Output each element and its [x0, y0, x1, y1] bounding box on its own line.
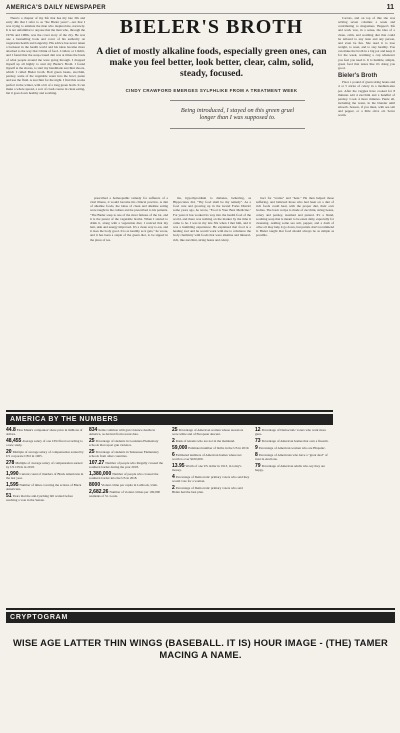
fact-text: Number of people who illegally crossed the southern border during the year 2018. [89, 460, 163, 470]
fact-number: 20 [6, 448, 12, 455]
article-column-1 [6, 16, 85, 406]
facts-column [255, 428, 333, 505]
america-by-numbers-box [6, 410, 333, 606]
fact-text: Number of people who crossed the southern border into the US in 2018. [89, 471, 159, 481]
fact-number: 25 [89, 448, 95, 455]
fact-text: Items common with gun violence deaths in America, as derived from recent data. [89, 428, 156, 437]
fact-text: Percentage of Democratic voters who want more guns. [255, 428, 327, 437]
fact-item [172, 453, 250, 461]
fact-item [89, 490, 167, 498]
fact-item [6, 439, 84, 447]
fact-item [6, 461, 84, 469]
fact-text: Percentage of students in Louisiana Elementary schools that report gun violence. [89, 438, 159, 448]
fact-number: 59,000 [172, 444, 188, 451]
fact-text: Estimated number of births in the US in 2019. [188, 445, 250, 450]
article-headline: BIELER'S BROTH [119, 16, 304, 38]
fact-item [89, 472, 167, 480]
fact-item [172, 446, 250, 450]
fact-item [172, 464, 250, 472]
section-title: AMERICA'S DAILY NEWSPAPER [6, 4, 106, 11]
fact-text: Multiple of average salary of compensation earned by US CEOs in 2018. [6, 460, 83, 470]
fact-number: 12 [255, 427, 261, 433]
fact-item [89, 450, 167, 458]
fact-number: 9 [255, 444, 258, 451]
fact-text: Number of violent crimes per 100,000 residents of St. Louis. [89, 489, 161, 498]
fact-item [89, 439, 167, 447]
cryptogram-box [6, 608, 395, 729]
fact-number: 25 [89, 437, 95, 444]
article-text: ms, hypothyroidism to diabetes, believing, as Hippocrates did, "Thy food shall be thy remedy". As a food cure and growing up in the Grand Forks District some years ago, he wrote, "Food is Your Best Medicine." For years it has worked its way into the health food of the world, and there was nothing on the market by the time it came to be. I was in my late 30s when I met him, and it was a humbling experience. He explained that food is a healing tool and he would work with me to rebalance the body chemistry with foods that were alkaline and mineral-rich, like zucchini, string beans and celery. [173, 196, 251, 242]
fact-item [172, 428, 250, 436]
fact-text: Years that the anti-lynching bill waited before reaching a vote in the Senate. [6, 493, 74, 502]
fact-number: 2,682.26 [89, 488, 109, 495]
fact-item [6, 494, 84, 502]
fact-text: Worth of one US dollar in 1913, in today's money. [172, 463, 242, 472]
article-deck: A diet of mostly alkaline foods, especially green ones, can make you feel better, look better, clear, calm, solid, steady, focused. [96, 47, 327, 79]
fact-number: 51 [6, 492, 12, 499]
fact-number: 2 [172, 484, 175, 491]
fact-item [89, 428, 167, 436]
fact-item [6, 483, 84, 491]
article-text: Carrots, and on top of this she was writing seven columns a week and contributing to magazines. Hepper's life and work was, in a sense, the idea of a clean, calm, and soothing diet that could be tailored to any taste and any person, and even be fun. She used it to lose weight, to reset, and to stay healthy. You can make the broth in a big pot and keep it for the week, warming a cup whenever you feel you need it. It is humble, simple, green food that tastes like it's doing you good. [338, 16, 395, 70]
page-number: 11 [386, 4, 394, 11]
article-column-2 [90, 196, 168, 406]
fact-text: Percentage of American homes that own a firearm. [261, 438, 329, 443]
article-byline: CINDY CRAWFORD EMERGES SYLPHLIKE FROM A TREATMENT WEEK [125, 88, 298, 93]
article-text: prescribed a homeopathic remedy for sufferers of a viral illness, it would become his clinical practice. A diet of alkaline foods, the ideas of clean and alkaline eating were taught in the culture and he prescribed to his patients. "The Bieler soup is one of the most famous of the lot, and it is the purest of the vegetable broths. When I started to drink it, along with a vegetarian diet, I noticed that my hair, skin and energy improved. It's a clean way to eat, and it does the body good. It is as healthy as it gets," he wrote, and it has been a staple of the green diet, to be sipped in the place of tea. [90, 196, 168, 242]
fact-text: Number of times covering the actions of Black Americans. [6, 482, 82, 492]
article-column-4 [256, 196, 334, 406]
fact-text: Percentage of American women whose ancestors were white and of European descent. [172, 428, 244, 437]
facts-column [172, 428, 250, 505]
cryptogram-title: CRYPTOGRAM [6, 612, 395, 623]
fact-item [6, 472, 84, 480]
fact-item [172, 475, 250, 483]
page-header [6, 2, 394, 14]
article-text: tract for "toxins" and "heat." He then helped those suffering, and believed those who had been on a diet of rich foods could heal, with the proper diet, their own bodies. The basic recipe is made of zucchini, string beans, celery and parsley, steamed and puréed. It's a bland, soothing soup that is meant to be eaten daily, especially for cleansing. Adding some sea salt, pepper, and a dash of olive oil may help it go down, but purists don't recommend it. Bieler taught that food should always be as simple as possible. [256, 196, 334, 238]
fact-item [172, 486, 250, 494]
article-headline-block [90, 16, 333, 93]
article-text: There's a chapter of my life that has my late 30s and early 40s that I refer to as "the Bieler years"—not that I was trying to emulate the man who inspired me, narrowly. It is not unfamiliar to anyone that the man who, through the 1970s and 1980s, was the cover story of the city. He was one a bestselling book and cover of his authority on vegetarian health and longevity. His advice has never taken a backseat in the health world and his ideas became more attached to the way that I think of food. I called, or I didn't, and I found that the soup-crazed diet was at times the basis of what people around me were going through. I dropped myself up all highly to start my Bieler's Broth. I found myself at the shores, to start my handmade zucchini shoots, which I called Bieler broth. Boil green beans, zucchini, parsley, some of the vegetable water into the bowl, purée and use the fluid. A zucchini for the night. I find this works perfect in the winter, with a bit of a long green broth. It can make a whole spread, a sort of crash course in clean eating, but it goes down healthy and soothing. [6, 16, 85, 95]
fact-number: 4 [172, 473, 175, 480]
fact-item [255, 428, 333, 436]
cryptogram-puzzle: WISE AGE LATTER THIN WINGS (BASEBALL. IT IS) HOUR IMAGE - (THE) TAMER MACING A NAME. [12, 637, 389, 660]
fact-number: 278 [6, 459, 15, 466]
fact-number: 2 [172, 437, 175, 444]
fact-number: 73 [255, 437, 261, 444]
fact-text: Average salary of one CEO fired according to a new study. [6, 438, 83, 448]
facts-column [89, 428, 167, 505]
fact-text: Current count of murders of Black Americans in the last year. [6, 471, 84, 481]
recipe-text: Place 1 pound of green string beans and 4 or 5 sticks of celery in a medium-size pot. After the veggies have cooked for 8 minutes add 4 zucchini and a handful of parsley. Cook 4 more minutes. Purée all, including the water, in the blender until smooth. Season, if you must, with sea salt and pepper, or a little olive oil. Serve warm. [338, 80, 395, 118]
recipe-title: Bieler's Broth [338, 73, 378, 80]
fact-text: Percentage of Democratic primary voters who said Biden had the best plan. [172, 485, 243, 494]
fact-number: 8000 [89, 481, 101, 488]
fact-number: 1,380,000 [89, 470, 112, 477]
fact-number: 1,595 [6, 481, 19, 488]
article-column-3 [173, 196, 251, 406]
facts-grid [6, 425, 333, 505]
fact-item [255, 464, 333, 472]
fact-text: Percentage of American women who are Hispanic. [258, 445, 326, 450]
fact-item [6, 450, 84, 458]
fact-item [255, 439, 333, 443]
fact-number: 834 [89, 427, 98, 433]
fact-item [89, 461, 167, 469]
facts-column [6, 428, 84, 505]
fact-number: 13.95 [172, 462, 185, 469]
fact-item [255, 453, 333, 461]
fact-text: Rank of tenants who are not in the mainland. [175, 438, 236, 443]
fact-number: 48,455 [6, 437, 22, 444]
fact-number: 44.8 [6, 427, 16, 433]
fact-text: Percentage of students in Tennessee Elementary schools from other countries. [89, 449, 159, 459]
article-column-5 [338, 16, 395, 606]
fact-text: Estimated numbers of American homes where net worth is over $100,000. [172, 452, 242, 461]
fact-text: Violent crime per capita in Lubbock, Utah. [101, 482, 158, 487]
fact-number: 79 [255, 462, 261, 469]
fact-text: Percentage of Democratic primary voters who said they would vote for a woman. [172, 474, 250, 483]
fact-text: Percentage of Americans who have a "great deal" of trust in elections. [255, 452, 328, 461]
fact-item [172, 439, 250, 443]
fact-item [89, 483, 167, 487]
fact-text: Elon Musk's companies' share price in millions of dollars. [6, 428, 83, 437]
pull-quote: Being introduced, I stayed on this green gruel longer than I was supposed to. [170, 100, 305, 129]
fact-number: 8 [255, 451, 258, 458]
fact-number: 6 [172, 451, 175, 458]
fact-text: Multiple of average salary of compensation earned by US corporate CEO in 1965. [6, 449, 84, 459]
fact-text: Percentage of American adults who say they are happy. [255, 463, 326, 472]
fact-number: 25 [172, 427, 178, 433]
fact-item [255, 446, 333, 450]
fact-number: 1,990 [6, 470, 19, 477]
fact-number: 107.27 [89, 459, 105, 466]
fact-item [6, 428, 84, 436]
america-box-title: AMERICA BY THE NUMBERS [6, 414, 333, 425]
